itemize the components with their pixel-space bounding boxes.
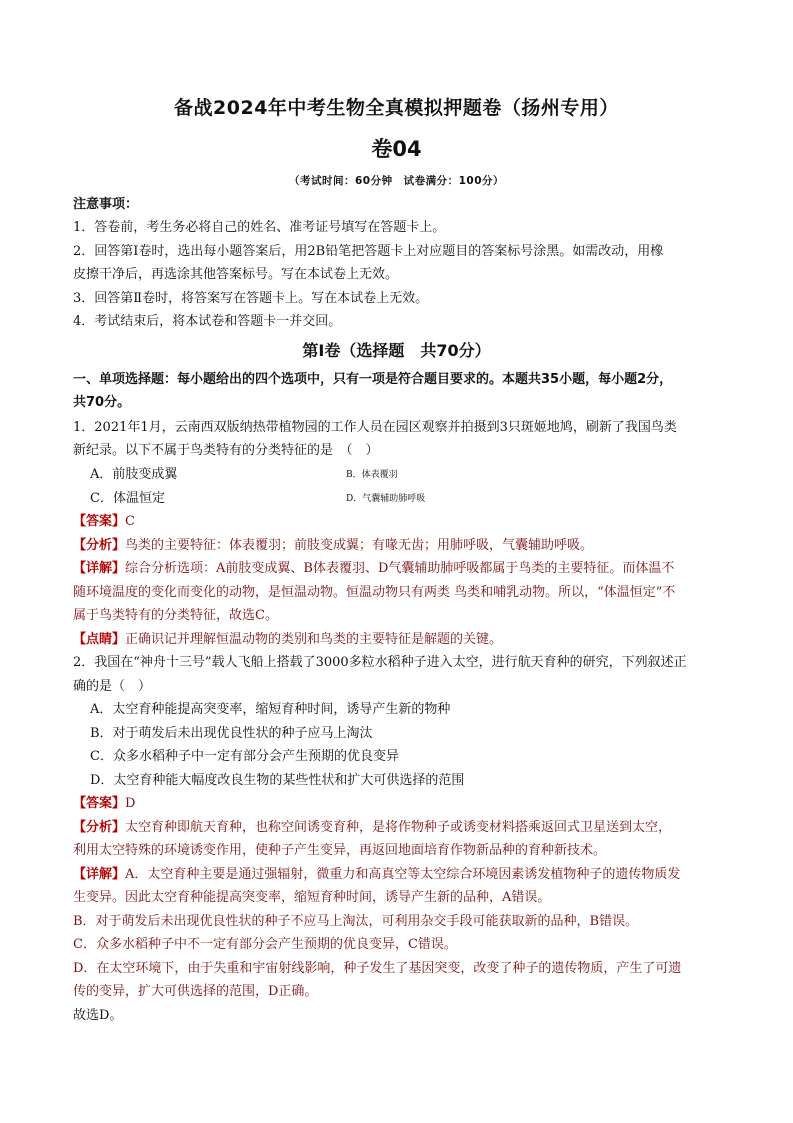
detail-text: 随环境温度的变化而变化的动物，是恒温动物。恒温动物只有两类 鸟类和哺乳动物。所以，“体温恒定”不	[73, 585, 676, 600]
point-text: 正确识记并理解恒温动物的类别和鸟类的主要特征是解题的关键。	[125, 632, 503, 647]
option-c: C．众多水稻种子中一定有部分会产生预期的优良变异	[90, 749, 399, 764]
section-title: 第Ⅰ卷（选择题 共70分）	[302, 341, 491, 360]
detail-text: 生变异。因此太空育种能提高突变率，缩短育种时间，诱导产生新的品种，A错误。	[73, 890, 551, 905]
notice-item: 1．答卷前，考生务必将自己的姓名、准考证号填写在答题卡上。	[73, 220, 446, 235]
option-b: B．体表覆羽	[346, 470, 398, 480]
exam-info: （考试时间：60分钟 试卷满分：100分）	[288, 175, 505, 187]
detail-line	[73, 866, 725, 884]
option-a: A．前肢变成翼	[90, 467, 178, 482]
notice-item: 2．回答第Ⅰ卷时，选出每小题答案后，用2B铅笔把答题卡上对应题目的答案标号涂黑。如需改动，用橡	[73, 244, 664, 259]
option-d: D．太空育种能大幅度改良生物的某些性状和扩大可供选择的范围	[90, 773, 465, 788]
answer-label: 【答案】	[73, 796, 126, 811]
notice-item: 皮擦干净后，再选涂其他答案标号。写在本试卷上无效。	[73, 267, 399, 282]
point-label: 【点睛】	[73, 632, 126, 647]
answer-label: 【答案】	[73, 514, 126, 529]
answer-value: C	[125, 514, 135, 529]
analysis-text: 利用太空特殊的环境诱变作用，使种子产生变异，再返回地面培育作物新品种的育种新技术。	[73, 843, 607, 858]
analysis-label: 【分析】	[73, 820, 126, 835]
option-a: A．太空育种能提高突变率，缩短育种时间，诱导产生新的物种	[90, 702, 451, 717]
answer-value: D	[125, 796, 136, 811]
notice-item: 3．回答第Ⅱ卷时，将答案写在答题卡上。写在本试卷上无效。	[73, 291, 429, 306]
analysis-line	[73, 537, 725, 555]
section-instruction: 共70分。	[73, 395, 131, 410]
point-line	[73, 631, 725, 649]
detail-line	[73, 560, 725, 578]
conclusion: 故选D。	[73, 1008, 123, 1023]
notice-heading: 注意事项：	[73, 197, 139, 212]
answer-line	[73, 513, 725, 531]
detail-text: D．在太空环境下，由于失重和宇宙射线影响，种子发生了基因突变，改变了种子的遗传物质，产生了可遗	[73, 961, 682, 976]
question-stem: 确的是（ ）	[73, 679, 152, 694]
exam-subtitle: 卷04	[371, 137, 422, 161]
option-d: D．气囊辅助肺呼吸	[346, 494, 426, 504]
detail-text: A．太空育种主要是通过强辐射，微重力和高真空等太空综合环境因素诱发植物种子的遗传物质发	[125, 867, 681, 882]
detail-text: B．对于萌发后未出现优良性状的种子不应马上淘汰，可利用杂交手段可能获取新的品种，B错误。	[73, 914, 639, 929]
exam-title: 备战2024年中考生物全真模拟押题卷（扬州专用）	[174, 97, 619, 119]
option-b: B．对于萌发后未出现优良性状的种子应马上淘汰	[90, 726, 373, 741]
analysis-text: 太空育种即航天育种，也称空间诱变育种，是将作物种子或诱变材料搭乘返回式卫星送到太空，	[125, 820, 672, 835]
analysis-label: 【分析】	[73, 538, 126, 553]
detail-label: 【详解】	[73, 867, 126, 882]
question-stem: 2．我国在“神舟十三号”载人飞船上搭载了3000多粒水稻种子进入太空，进行航天育种的研究，下列叙述正	[73, 655, 687, 670]
section-instruction: 一、单项选择题：每小题给出的四个选项中，只有一项是符合题目要求的。本题共35小题，每小题2分，	[73, 372, 673, 387]
question-stem: 1．2021年1月，云南西双版纳热带植物园的工作人员在园区观察并拍摄到3只斑姬地鸠，刷新了我国鸟类	[73, 420, 677, 435]
analysis-line	[73, 819, 725, 837]
detail-text: 综合分析选项：A前肢变成翼、B体表覆羽、D气囊辅助肺呼吸都属于鸟类的主要特征。而体温不	[125, 561, 675, 576]
analysis-text: 鸟类的主要特征：体表覆羽；前肢变成翼；有喙无齿；用肺呼吸，气囊辅助呼吸。	[125, 538, 594, 553]
question-stem: 新纪录。以下不属于鸟类特有的分类特征的是 （ ）	[73, 443, 379, 458]
answer-line	[73, 795, 725, 813]
detail-text: C．众多水稻种子中不一定有部分会产生预期的优良变异，C错误。	[73, 937, 457, 952]
detail-text: 传的变异，扩大可供选择的范围，D正确。	[73, 984, 318, 999]
notice-item: 4．考试结束后，将本试卷和答题卡一并交回。	[73, 314, 342, 329]
detail-text: 属于鸟类特有的分类特征，故选C。	[73, 608, 278, 623]
detail-label: 【详解】	[73, 561, 126, 576]
option-c: C．体温恒定	[90, 491, 165, 506]
